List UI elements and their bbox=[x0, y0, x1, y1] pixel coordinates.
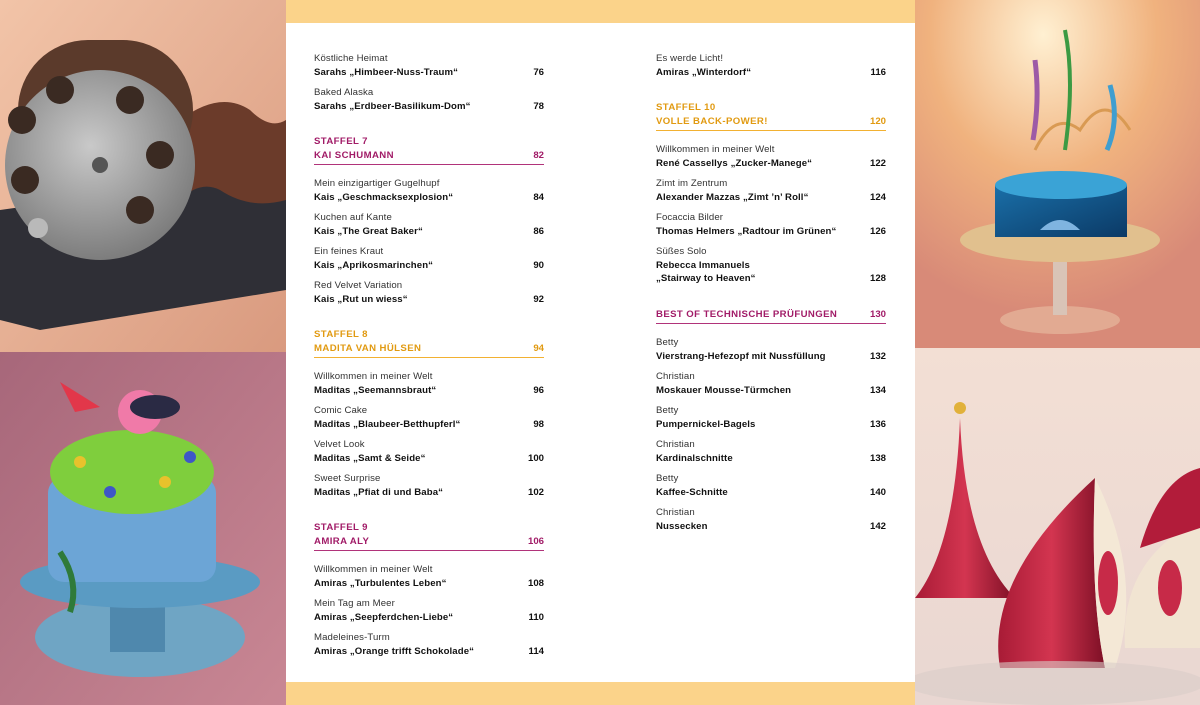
entry-page-number: 140 bbox=[869, 486, 886, 498]
entry-subtitle: Zimt im Zentrum bbox=[656, 178, 728, 189]
entry-page-number: 86 bbox=[533, 225, 544, 237]
entry-subtitle: Köstliche Heimat bbox=[314, 53, 388, 64]
section-header-staffel-9[interactable] bbox=[314, 521, 544, 551]
entry-page-number: 138 bbox=[869, 452, 886, 464]
entry-subtitle: Betty bbox=[656, 473, 679, 484]
entry-page-number: 132 bbox=[869, 350, 886, 362]
entry-page-number: 102 bbox=[527, 486, 544, 498]
entry-subtitle: Comic Cake bbox=[314, 405, 368, 416]
entry-page-number: 126 bbox=[869, 225, 886, 237]
entry-title: Maditas „Pfiat di und Baba“ bbox=[314, 486, 444, 498]
entry-subtitle: Sweet Surprise bbox=[314, 473, 381, 484]
cake-seahorse-photo bbox=[915, 0, 1200, 348]
entry-page-number: 136 bbox=[869, 418, 886, 430]
entry-page-number: 122 bbox=[869, 157, 886, 169]
entry-title: Kais „The Great Baker“ bbox=[314, 225, 423, 237]
toc-entry[interactable] bbox=[656, 472, 886, 499]
entry-title: Maditas „Seemannsbraut“ bbox=[314, 384, 437, 396]
toc-column-right bbox=[656, 52, 886, 540]
entry-page-number: 76 bbox=[533, 66, 544, 78]
entry-title: Alexander Mazzas „Zimt ’n’ Roll“ bbox=[656, 191, 809, 203]
entry-subtitle: Süßes Solo bbox=[656, 246, 707, 257]
entry-subtitle: Focaccia Bilder bbox=[656, 212, 724, 223]
entry-page-number: 98 bbox=[533, 418, 544, 430]
section-label: STAFFEL 9 bbox=[314, 522, 368, 533]
entry-subtitle: Mein Tag am Meer bbox=[314, 598, 395, 609]
entry-title: Thomas Helmers „Radtour im Grünen“ bbox=[656, 225, 837, 237]
entry-page-number: 84 bbox=[533, 191, 544, 203]
entry-page-number: 92 bbox=[533, 293, 544, 305]
entry-page-number: 96 bbox=[533, 384, 544, 396]
toc-entry[interactable] bbox=[314, 279, 544, 306]
toc-entry[interactable] bbox=[656, 211, 886, 238]
entry-title: Amiras „Winterdorf“ bbox=[656, 66, 752, 78]
toc-entry[interactable] bbox=[314, 438, 544, 465]
entry-subtitle: Baked Alaska bbox=[314, 87, 374, 98]
entry-subtitle: Madeleines-Turm bbox=[314, 632, 390, 643]
section-name: BEST OF TECHNISCHE PRÜFUNGEN bbox=[656, 308, 838, 320]
section-header-staffel-8[interactable] bbox=[314, 328, 544, 358]
toc-entry[interactable] bbox=[314, 563, 544, 590]
toc-entry[interactable] bbox=[656, 506, 886, 533]
entry-title: René Cassellys „Zucker-Manege“ bbox=[656, 157, 813, 169]
entry-subtitle: Mein einzigartiger Gugelhupf bbox=[314, 178, 440, 189]
entry-title: Kais „Aprikosmarinchen“ bbox=[314, 259, 434, 271]
section-name: AMIRA ALY bbox=[314, 535, 370, 547]
entry-page-number: 78 bbox=[533, 100, 544, 112]
entry-subtitle: Velvet Look bbox=[314, 439, 365, 450]
toc-entry[interactable] bbox=[314, 597, 544, 624]
bottom-color-band bbox=[286, 682, 915, 705]
entry-title: Kais „Geschmacksexplosion“ bbox=[314, 191, 454, 203]
entry-page-number: 114 bbox=[528, 645, 544, 657]
toc-entry[interactable] bbox=[314, 52, 544, 79]
section-name: KAI SCHUMANN bbox=[314, 149, 394, 161]
toc-entry[interactable] bbox=[314, 177, 544, 204]
toc-column-left bbox=[314, 52, 544, 665]
toc-entry[interactable] bbox=[656, 143, 886, 170]
section-label: STAFFEL 10 bbox=[656, 102, 716, 113]
entry-page-number: 128 bbox=[869, 273, 886, 284]
toc-entry[interactable] bbox=[656, 52, 886, 79]
section-label: STAFFEL 8 bbox=[314, 329, 368, 340]
entry-subtitle: Christian bbox=[656, 507, 695, 518]
entry-title: Kardinalschnitte bbox=[656, 452, 733, 464]
entry-title: Nussecken bbox=[656, 520, 708, 532]
entry-page-number: 116 bbox=[870, 66, 886, 78]
entry-title: Kais „Rut un wiess“ bbox=[314, 293, 408, 305]
toc-entry[interactable] bbox=[656, 177, 886, 204]
cake-flamingo-photo bbox=[0, 352, 286, 705]
toc-entry[interactable] bbox=[656, 404, 886, 431]
entry-title: Amiras „Turbulentes Leben“ bbox=[314, 577, 447, 589]
toc-entry[interactable] bbox=[314, 631, 544, 658]
entry-title: Pumpernickel-Bagels bbox=[656, 418, 756, 430]
toc-entry[interactable] bbox=[656, 370, 886, 397]
entry-page-number: 108 bbox=[527, 577, 544, 589]
toc-entry[interactable] bbox=[314, 211, 544, 238]
cake-film-reel-photo bbox=[0, 0, 286, 352]
entry-page-number: 100 bbox=[527, 452, 544, 464]
entry-subtitle: Willkommen in meiner Welt bbox=[314, 371, 433, 382]
entry-title: Vierstrang-Hefezopf mit Nussfüllung bbox=[656, 350, 826, 362]
entry-title: Maditas „Samt & Seide“ bbox=[314, 452, 426, 464]
toc-entry[interactable] bbox=[314, 472, 544, 499]
toc-entry[interactable] bbox=[656, 438, 886, 465]
section-name: VOLLE BACK-POWER! bbox=[656, 115, 768, 127]
toc-entry[interactable] bbox=[656, 336, 886, 363]
entry-page-number: 90 bbox=[533, 259, 544, 271]
toc-entry[interactable] bbox=[314, 404, 544, 431]
section-page-number: 82 bbox=[533, 149, 544, 161]
toc-entry[interactable] bbox=[314, 86, 544, 113]
entry-page-number: 110 bbox=[528, 611, 544, 623]
entry-title: Sarahs „Erdbeer-Basilikum-Dom“ bbox=[314, 100, 471, 112]
section-page-number: 106 bbox=[527, 535, 544, 547]
dessert-red-domes-photo bbox=[915, 348, 1200, 705]
section-page-number: 130 bbox=[869, 308, 886, 320]
entry-title: Rebecca Immanuels bbox=[656, 259, 750, 271]
section-name: MADITA VAN HÜLSEN bbox=[314, 342, 422, 354]
toc-entry[interactable] bbox=[314, 370, 544, 397]
entry-subtitle: Red Velvet Variation bbox=[314, 280, 403, 291]
entry-page-number: 142 bbox=[869, 520, 886, 532]
section-header-staffel-7[interactable] bbox=[314, 135, 544, 165]
entry-title: Amiras „Orange trifft Schokolade“ bbox=[314, 645, 475, 657]
top-color-band bbox=[286, 0, 915, 23]
entry-title: Kaffee-Schnitte bbox=[656, 486, 728, 498]
section-page-number: 94 bbox=[533, 342, 544, 354]
entry-subtitle: Es werde Licht! bbox=[656, 53, 724, 64]
entry-subtitle: Betty bbox=[656, 405, 679, 416]
entry-title: Moskauer Mousse-Türmchen bbox=[656, 384, 792, 396]
entry-subtitle: Willkommen in meiner Welt bbox=[656, 144, 775, 155]
entry-page-number: 124 bbox=[869, 191, 886, 203]
toc-entry[interactable] bbox=[314, 245, 544, 272]
entry-subtitle: Ein feines Kraut bbox=[314, 246, 384, 257]
entry-subtitle: Betty bbox=[656, 337, 679, 348]
section-header-staffel-10[interactable] bbox=[656, 101, 886, 131]
entry-page-number: 134 bbox=[869, 384, 886, 396]
entry-subtitle: Christian bbox=[656, 439, 695, 450]
section-label: STAFFEL 7 bbox=[314, 136, 368, 147]
entry-title: Maditas „Blaubeer-Betthupferl“ bbox=[314, 418, 461, 430]
entry-subtitle: Kuchen auf Kante bbox=[314, 212, 392, 223]
entry-subtitle: Willkommen in meiner Welt bbox=[314, 564, 433, 575]
entry-title-continued: „Stairway to Heaven“ bbox=[656, 273, 756, 284]
entry-subtitle: Christian bbox=[656, 371, 695, 382]
entry-title: Sarahs „Himbeer-Nuss-Traum“ bbox=[314, 66, 458, 78]
section-header-best-of[interactable] bbox=[656, 308, 886, 325]
toc-entry[interactable] bbox=[656, 245, 886, 286]
section-page-number: 120 bbox=[869, 115, 886, 127]
entry-title: Amiras „Seepferdchen-Liebe“ bbox=[314, 611, 454, 623]
